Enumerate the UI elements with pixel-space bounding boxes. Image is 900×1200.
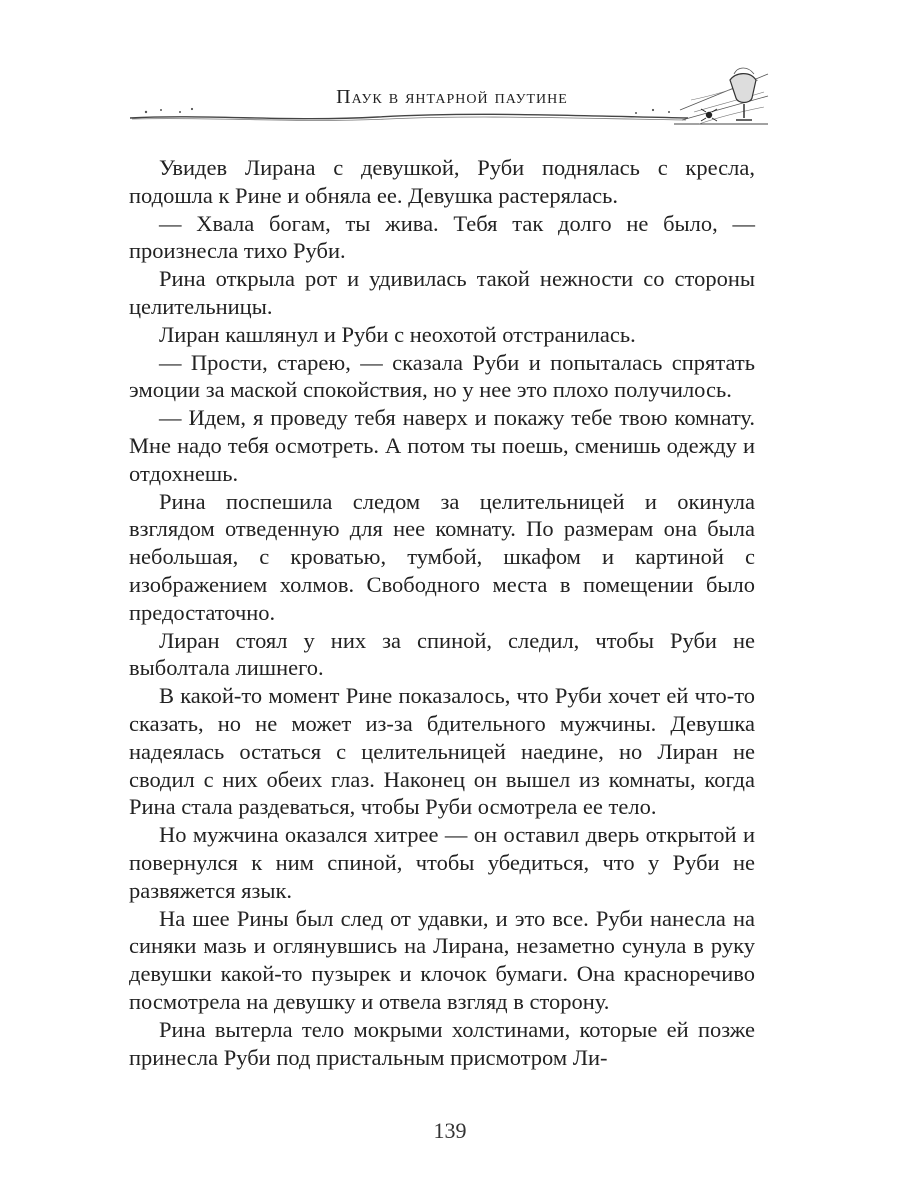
paragraph-5: — Прости, старею, — сказала Руби и попыталась спрятать эмоции за маской спокойствия, но у нее это плохо получилось.: [129, 349, 755, 403]
book-page-text: [129, 154, 755, 1071]
paragraph-3: Рина открыла рот и удивилась такой нежности со стороны целительницы.: [129, 266, 755, 319]
paragraph-1: Увидев Лирана с девушкой, Руби поднялась с кресла, подошла к Рине и обняла ее. Девушка растерялась.: [129, 155, 755, 208]
spider-web-goblet-ornament-icon: [656, 62, 776, 142]
paragraph-9: В какой-то момент Рине показалось, что Руби хочет ей что-то сказать, но не может из-за бдительного мужчины. Девушка надеялась остаться с целительницей наедине, но Лиран не сводил с них обеих глаз. Наконец он вышел из комнаты, когда Рина стала раздеваться, чтобы Руби осмотрела ее тело.: [129, 683, 755, 820]
paragraph-11: На шее Рины был след от удавки, и это все. Руби нанесла на синяки мазь и оглянувшись на Лирана, незаметно сунула в руку девушки какой-то пузырек и клочок бумаги. Она красноречиво посмотрела на девушку и отвела взгляд в сторону.: [129, 905, 755, 1014]
paragraph-8: Лиран стоял у них за спиной, следил, чтобы Руби не выболтала лишнего.: [129, 627, 755, 681]
book-title: Паук в янтарной паутине: [336, 86, 568, 108]
page-number: 139: [433, 1118, 467, 1143]
paragraph-12: Рина вытерла тело мокрыми холстинами, которые ей позже принесла Руби под пристальным присмотром Ли-: [129, 1016, 755, 1070]
paragraph-6: — Идем, я проведу тебя наверх и покажу тебе твою комнату. Мне надо тебя осмотреть. А потом ты поешь, сменишь одежду и отдохнешь.: [129, 405, 755, 486]
paragraph-7: Рина поспешила следом за целительницей и окинула взглядом отведенную для нее комнату. По размерам она была небольшая, с кроватью, тумбой, шкафом и картиной с изображением холмов. Свободного места в помещении было предостаточно.: [129, 488, 755, 625]
ornamental-vine-line-icon: [128, 106, 688, 126]
paragraph-2: — Хвала богам, ты жива. Тебя так долго не было, — произнесла тихо Руби.: [129, 210, 755, 264]
paragraph-4: Лиран кашлянул и Руби с неохотой отстранилась.: [159, 321, 636, 347]
paragraph-10: Но мужчина оказался хитрее — он оставил дверь открытой и повернулся к ним спиной, чтобы убедиться, что у Руби не развяжется язык.: [129, 822, 755, 903]
running-header: [128, 62, 776, 142]
